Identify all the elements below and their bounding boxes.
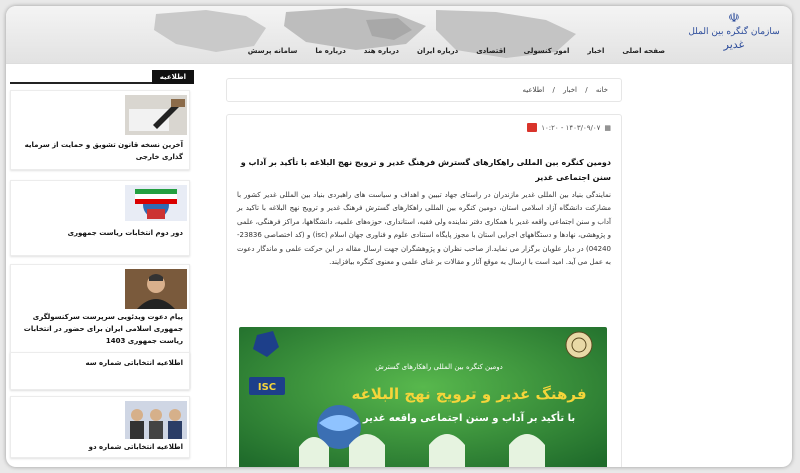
article-date: ۱۴۰۳/۰۹/۰۷ - ۱۰:۲۰ [541, 123, 601, 132]
congress-poster [239, 327, 607, 467]
article-title: دومین کنگره بین المللی راهکارهای گسترش فرهنگ غدیر و ترویج نهج البلاغه با تأکید بر آداب و سنن اجتماعی غدیر [240, 158, 611, 182]
breadcrumb [226, 78, 622, 102]
article-meta [527, 123, 611, 132]
sidebar-card[interactable] [10, 396, 190, 458]
nav-about-us[interactable]: درباره ما [315, 47, 346, 55]
main-nav [239, 46, 674, 56]
article [226, 114, 622, 467]
logo[interactable] [684, 12, 784, 60]
pdf-icon[interactable] [527, 123, 537, 132]
poster-subline: با تأکید بر آداب و سنن اجتماعی واقعه غدیر [362, 413, 576, 424]
nav-about-india[interactable]: درباره هند [363, 47, 400, 55]
sidebar-item-text: پیام دعوت ویدئویی سرپرست سرکنسولگری جمهوری اسلامی ایران برای حضور در انتخابات ریاست جمهوری 1403 [23, 313, 183, 345]
breadcrumb-home[interactable]: خانه [595, 86, 608, 94]
nav-consular[interactable]: امور کنسولی [523, 47, 570, 55]
sidebar-item-text: دور دوم انتخابات ریاست جمهوری [67, 229, 183, 237]
poster-isc: ISC [257, 382, 277, 393]
news-thumbnail-5 [125, 401, 187, 439]
breadcrumb-separator: / [552, 86, 555, 94]
site-header [6, 6, 792, 64]
news-thumbnail-1 [125, 95, 187, 135]
sidebar-title: اطلاعیه [152, 70, 194, 84]
nav-news[interactable]: اخبار [587, 47, 605, 55]
poster-headline: فرهنگ غدیر و ترویج نهج البلاغه [351, 385, 587, 403]
poster-top-text: دومین کنگره بین المللی راهکارهای گسترش [375, 363, 503, 371]
news-thumbnail-3 [125, 269, 187, 309]
logo-line-2: غدیر [723, 38, 745, 51]
nav-home[interactable]: صفحه اصلی [622, 47, 665, 55]
sidebar-card[interactable] [10, 90, 190, 170]
emblem-icon: ☫ [728, 11, 740, 26]
sidebar-item-text: آخرین نسخه قانون تشویق و حمایت از سرمایه گذاری خارجی [24, 141, 183, 161]
logo-line-1: سازمان گنگره بین الملل [688, 27, 780, 37]
breadcrumb-news[interactable]: اخبار [563, 86, 577, 94]
nav-about-iran[interactable]: درباره ایران [417, 47, 459, 55]
browser-frame [6, 6, 792, 467]
nav-questions[interactable]: سامانه پرسش [247, 47, 298, 55]
sidebar-header [10, 70, 194, 84]
sidebar-card[interactable] [10, 352, 190, 390]
sidebar-card[interactable] [10, 180, 190, 256]
main-content [226, 78, 622, 424]
calendar-icon: ▦ [604, 123, 611, 132]
news-thumbnail-2 [125, 185, 187, 221]
sidebar-item-text: اطلاعیه انتخاباتی شماره دو [88, 443, 183, 451]
sidebar [10, 70, 194, 451]
nav-economic[interactable]: اقتصادی [476, 47, 506, 55]
article-body: نمایندگی بنیاد بین المللی غدیر مازندران در راستای جهاد تبیین و اهداف و سیاست های راهبردی بنیاد بین المللی غدیر کشور با مشارکت دانشگاه آزاد اسلامی استان، دومین کنگره بین المللی راهکارهای گسترش فرهنگ غدیر و ترویج نهج البلاغه با تاکید بر آداب و سنن اجتماعی واقعه غدیر با همکاری دفتر نماینده ولی فقیه، استانداری، حوزه‌های علمیه، دانشگاهها، مراکز فرهنگی، علمی و پژوهشی، نهادها و دستگاههای اجرایی استان با مجوز پایگاه استنادی علوم و فناوری جهان اسلام (isc) و (کد اختصاصی 23836-04240) در دیار علویان برگزار می نماید.از صاحب نظران و پژوهشگران جهت ارسال مقاله در این حرکت علمی و ماندگار دعوت به عمل می آید. امید است با ارسال به موقع آثار و مقالات بر غنای علمی و معنوی کنگره بیافزایند. [237, 191, 611, 267]
breadcrumb-separator: / [585, 86, 588, 94]
sidebar-item-text: اطلاعیه انتخاباتی شماره سه [85, 359, 183, 367]
breadcrumb-announcement[interactable]: اطلاعیه [522, 86, 545, 94]
